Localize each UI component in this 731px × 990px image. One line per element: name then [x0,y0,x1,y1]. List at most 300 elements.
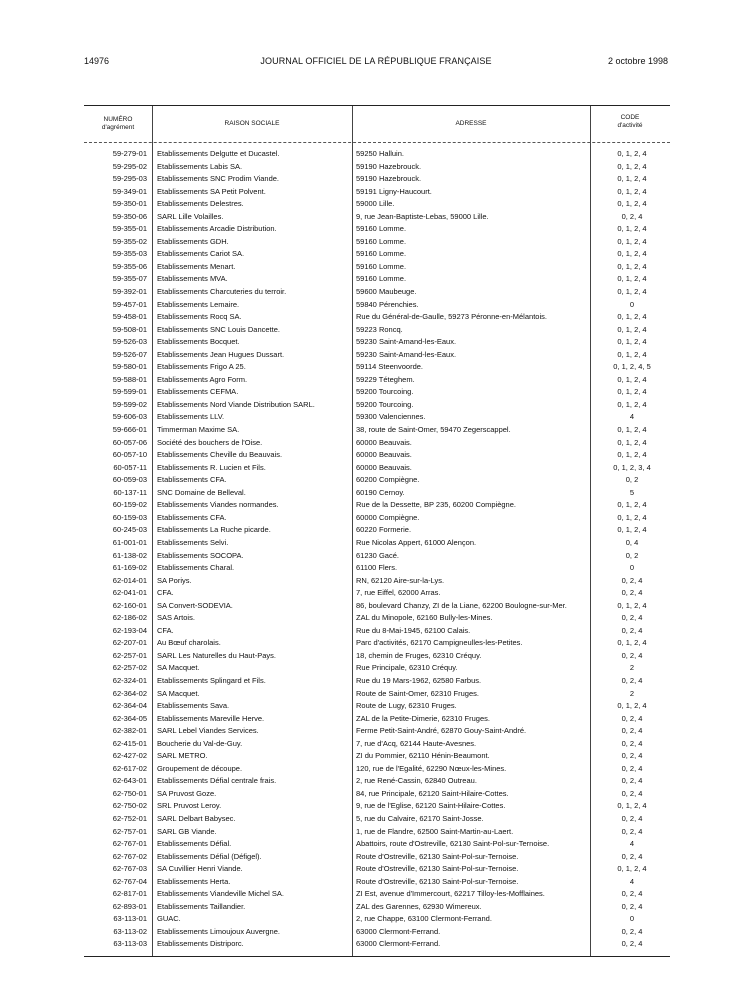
code-activite: 0, 1, 2, 4 [617,374,647,384]
code-activite: 0, 1, 2, 4 [617,249,647,259]
agrement-number: 62-014-01 [112,575,147,585]
agrement-number: 59-355-03 [112,249,147,259]
table-row [84,913,670,926]
code-activite: 0, 2, 4 [621,776,643,786]
table-row [84,888,670,901]
code-activite: 0, 1, 2, 4 [617,337,647,347]
adresse: 59600 Maubeuge. [356,287,417,297]
table-row [84,637,670,650]
adresse: Abattoirs, route d'Ostreville, 62130 Saint-Pol-sur-Ternoise. [356,839,550,849]
raison-sociale: Etablissements Lemaire. [157,299,240,309]
code-activite: 0, 1, 2, 4 [617,186,647,196]
raison-sociale: Etablissements Viandes normandes. [157,500,279,510]
raison-sociale: Boucherie du Val-de-Guy. [157,738,243,748]
table-row [84,688,670,701]
agrement-number: 63-113-03 [113,939,147,949]
code-activite: 0, 1, 2, 4 [617,149,647,158]
code-activite: 0, 1, 2, 4 [617,274,647,284]
raison-sociale: Etablissements Selvi. [157,537,229,547]
raison-sociale: SARL Delbart Babysec. [157,813,236,823]
table-row [84,625,670,638]
code-activite: 0, 2, 4 [621,926,643,936]
agrement-number: 62-257-02 [112,663,147,673]
agrement-number: 62-643-01 [112,776,147,786]
code-activite: 0, 2, 4 [621,751,643,761]
table-body [84,148,670,951]
adresse: 60220 Formerie. [356,525,412,535]
code-activite: 0, 1, 2, 4 [617,287,647,297]
adresse: 60200 Compiègne. [356,475,420,485]
raison-sociale: Etablissements Sava. [157,701,230,711]
adresse: Rue Nicolas Appert, 61000 Alençon. [356,537,477,547]
adresse: 59840 Pérenchies. [356,299,419,309]
agrement-number: 59-526-03 [112,337,147,347]
adresse: 61230 Gacé. [356,550,399,560]
adresse: ZAL du Minopole, 62160 Bully-les-Mines. [356,613,493,623]
agrement-number: 59-606-03 [112,412,147,422]
adresse: 59230 Saint-Amand-les-Eaux. [356,337,457,347]
raison-sociale: Etablissements GDH. [157,236,229,246]
table-row [84,499,670,512]
table-row [84,474,670,487]
agrement-number: 62-415-01 [112,738,147,748]
code-activite: 0, 2 [625,550,639,560]
adresse: Rue du 19 Mars-1962, 62580 Farbus. [356,675,482,685]
adresse: 59160 Lomme. [356,261,407,271]
raison-sociale: SA Cuvillier Henri Viande. [157,864,243,874]
adresse: 61100 Flers. [356,563,398,573]
code-activite: 0, 2, 4 [621,738,643,748]
code-activite: 0, 2, 4 [621,211,643,221]
code-activite: 0, 2, 4 [621,901,643,911]
adresse: Route d'Ostreville, 62130 Saint-Pol-sur-Ternoise. [356,851,519,861]
code-activite: 0, 2, 4 [621,763,643,773]
adresse: 59160 Lomme. [356,274,407,284]
table-row [84,324,670,337]
table-row [84,662,670,675]
code-activite: 0, 2, 4 [621,851,643,861]
raison-sociale: Etablissements Bocquet. [157,337,240,347]
agrement-number: 59-355-06 [112,261,147,271]
raison-sociale: Etablissements Défial. [157,839,232,849]
table-row [84,826,670,839]
table-row [84,299,670,312]
raison-sociale: SARL Les Naturelles du Haut-Pays. [157,650,276,660]
code-activite: 0, 1, 2, 4 [617,161,647,171]
agrement-number: 59-508-01 [112,324,147,334]
agrement-number: 62-767-03 [112,864,147,874]
code-activite: 0, 2, 4 [621,625,643,635]
code-activite: 0, 1, 2, 4 [617,312,647,322]
code-activite: 0, 1, 2, 4 [617,349,647,359]
adresse: ZAL de la Petite-Dimerie, 62310 Fruges. [356,713,490,723]
table-row [84,411,670,424]
agrement-number: 59-580-01 [112,362,147,372]
code-activite: 0, 1, 2, 4 [617,224,647,234]
raison-sociale: Etablissements Viandeville Michel SA. [157,889,285,899]
table-row [84,600,670,613]
agrement-number: 60-057-10 [112,450,147,460]
table-row [84,173,670,186]
code-activite: 2 [629,663,635,673]
table-row [84,750,670,763]
adresse: ZI Est, avenue d'Immercourt, 62217 Tilloy-les-Mofflaines. [356,889,545,899]
agrement-number: 62-382-01 [112,726,147,736]
code-activite: 0, 2, 4 [621,713,643,723]
adresse: 59000 Lille. [356,199,395,209]
table-row [84,725,670,738]
code-activite: 2 [629,688,635,698]
header-numero-line1: NUMÉRO [103,116,133,123]
raison-sociale: GUAC. [157,914,181,924]
raison-sociale: Etablissements Agro Form. [157,374,248,384]
header-code-line2: d'activité [617,122,643,129]
raison-sociale: SA Convert-SODEVIA. [157,600,233,610]
adresse: Rue du 8-Mai-1945, 62100 Calais. [356,625,471,635]
raison-sociale: SAS Artois. [157,613,195,623]
adresse: 84, rue Principale, 62120 Saint-Hilaire-Cottes. [356,788,509,798]
code-activite: 0, 2, 4 [621,939,643,949]
agrement-number: 59-350-01 [112,199,147,209]
agrement-number: 62-752-01 [112,813,147,823]
agrement-number: 59-279-01 [112,149,147,158]
agrement-number: 59-350-06 [112,211,147,221]
raison-sociale: Etablissements SNC Louis Dancette. [157,324,280,334]
adresse: 2, rue Chappe, 63100 Clermont-Ferrand. [356,914,492,924]
raison-sociale: Etablissements Taillandier. [157,901,246,911]
agrement-number: 59-588-01 [112,374,147,384]
adresse: Rue de la Dessette, BP 235, 60200 Compiègne. [356,500,516,510]
agrement-number: 59-599-01 [112,387,147,397]
code-activite: 0, 1, 2, 4 [617,512,647,522]
table-row [84,537,670,550]
agrement-number: 59-526-07 [112,349,147,359]
agrement-number: 60-057-11 [113,462,147,472]
code-activite: 0, 2, 4 [621,826,643,836]
code-activite: 0 [629,563,635,573]
header-numero-line2: d'agrément [101,124,135,131]
agrement-number: 59-349-01 [112,186,147,196]
code-activite: 0, 1, 2, 4 [617,701,647,711]
raison-sociale: Etablissements Menart. [157,261,236,271]
agrement-number: 61-169-02 [112,563,147,573]
adresse: 59200 Tourcoing. [356,387,414,397]
code-activite: 0, 1, 2, 4 [617,236,647,246]
code-activite: 4 [629,839,635,849]
adresse: 59300 Valenciennes. [356,412,426,422]
adresse: 38, route de Saint-Omer, 59470 Zegerscappel. [356,425,511,435]
agrement-number: 59-355-02 [112,236,147,246]
code-activite: 0, 1, 2, 4 [617,425,647,435]
adresse: 120, rue de l'Egalité, 62290 Nœux-les-Mines. [356,763,507,773]
table-row [84,198,670,211]
agrement-number: 62-767-01 [112,839,147,849]
header-adresse: ADRESSE [455,120,487,127]
table-row [84,713,670,726]
table-row [84,587,670,600]
raison-sociale: Etablissements SOCOPA. [157,550,244,560]
adresse: Route d'Ostreville, 62130 Saint-Pol-sur-Ternoise. [356,876,519,886]
agrement-number: 62-757-01 [112,826,147,836]
code-activite: 0, 1, 2, 4 [617,324,647,334]
agrement-number: 62-364-04 [112,701,147,711]
adresse: 5, rue du Calvaire, 62170 Saint-Josse. [356,813,484,823]
raison-sociale: Etablissements Mareville Herve. [157,713,265,723]
adresse: 59160 Lomme. [356,224,407,234]
raison-sociale: Etablissements Nord Viande Distribution SARL. [157,399,315,409]
table-row [84,248,670,261]
raison-sociale: SARL METRO. [157,751,208,761]
code-activite: 0, 1, 2, 4 [617,261,647,271]
adresse: Ferme Petit-Saint-André, 62870 Gouy-Saint-André. [356,726,527,736]
code-activite: 0, 2, 4 [621,788,643,798]
raison-sociale: Etablissements Limoujoux Auvergne. [157,926,280,936]
table-row [84,612,670,625]
agrement-number: 59-295-03 [112,174,147,184]
table-row [84,512,670,525]
page-header [84,56,668,70]
raison-sociale: Etablissements MVA. [157,274,228,284]
adresse: 1, rue de Flandre, 62500 Saint-Martin-au-Laert. [356,826,514,836]
code-activite: 5 [629,487,635,497]
table-row [84,261,670,274]
agrement-number: 62-750-02 [112,801,147,811]
agrement-number: 62-617-02 [112,763,147,773]
agrement-table [84,105,670,957]
raison-sociale: Au Bœuf charolais. [157,638,221,648]
table-row [84,148,670,161]
raison-sociale: Etablissements Défial (Défigel). [157,851,262,861]
header-numero [84,116,152,132]
table-row [84,863,670,876]
header-code-line1: CODE [620,114,640,121]
agrement-number: 59-599-02 [112,399,147,409]
table-row [84,700,670,713]
table-row [84,838,670,851]
adresse: 59230 Saint-Amand-les-Eaux. [356,349,457,359]
agrement-number: 59-295-02 [112,161,147,171]
agrement-number: 62-767-02 [112,851,147,861]
code-activite: 0, 1, 2, 4 [617,450,647,460]
code-activite: 0, 1, 2, 4 [617,801,647,811]
code-activite: 0, 1, 2, 4 [617,600,647,610]
agrement-number: 59-355-07 [112,274,147,284]
table-row [84,487,670,500]
table-row [84,813,670,826]
journal-title: JOURNAL OFFICIEL DE LA RÉPUBLIQUE FRANÇAISE [260,56,492,66]
code-activite: 0, 2, 4 [621,588,643,598]
table-row [84,211,670,224]
table-row [84,524,670,537]
raison-sociale: Etablissements Delgutte et Ducastel. [157,149,280,158]
agrement-number: 62-207-01 [112,638,147,648]
agrement-number: 60-057-06 [112,437,147,447]
raison-sociale: Groupement de découpe. [157,763,243,773]
raison-sociale: SA Macquet. [157,663,200,673]
table-row [84,851,670,864]
adresse: 9, rue de l'Eglise, 62120 Saint-Hilaire-Cottes. [356,801,506,811]
raison-sociale: SA Poriys. [157,575,192,585]
adresse: 63000 Clermont-Ferrand. [356,939,441,949]
adresse: 59191 Ligny-Haucourt. [356,186,432,196]
code-activite: 0 [629,299,635,309]
agrement-number: 59-457-01 [112,299,147,309]
table-row [84,926,670,939]
code-activite: 0, 2, 4 [621,889,643,899]
adresse: 60000 Beauvais. [356,462,412,472]
agrement-number: 60-137-11 [113,487,147,497]
adresse: 63000 Clermont-Ferrand. [356,926,441,936]
adresse: 59223 Roncq. [356,324,403,334]
agrement-number: 63-113-01 [113,914,147,924]
code-activite: 0, 1, 2, 4 [617,638,647,648]
table-row [84,349,670,362]
agrement-number: 59-355-01 [112,224,147,234]
raison-sociale: Etablissements Cheville du Beauvais. [157,450,283,460]
agrement-number: 62-324-01 [112,675,147,685]
raison-sociale: Etablissements Jean Hugues Dussart. [157,349,285,359]
table-row [84,449,670,462]
adresse: 18, chemin de Fruges, 62310 Créquy. [356,650,482,660]
raison-sociale: SARL Lebel Viandes Services. [157,726,259,736]
adresse: 86, boulevard Chanzy, ZI de la Liane, 62200 Boulogne-sur-Mer. [356,600,567,610]
table-row [84,550,670,563]
table-row [84,675,670,688]
table-row [84,374,670,387]
header-code [590,114,670,130]
agrement-number: 60-159-02 [112,500,147,510]
raison-sociale: Etablissements La Ruche picarde. [157,525,271,535]
code-activite: 0, 2 [625,475,639,485]
agrement-number: 62-041-01 [112,588,147,598]
code-activite: 0, 1, 2, 4 [617,174,647,184]
code-activite: 0, 2, 4 [621,613,643,623]
table-row [84,161,670,174]
raison-sociale: SA Pruvost Goze. [157,788,217,798]
agrement-number: 60-059-03 [112,475,147,485]
adresse: 60000 Beauvais. [356,437,412,447]
raison-sociale: Etablissements Charcuteries du terroir. [157,287,287,297]
code-activite: 0, 1, 2, 4 [617,199,647,209]
table-row [84,361,670,374]
agrement-number: 60-245-03 [112,525,147,535]
agrement-number: 62-750-01 [112,788,147,798]
adresse: Route de Saint-Omer, 62310 Fruges. [356,688,479,698]
code-activite: 0, 1, 2, 4 [617,399,647,409]
table-row [84,286,670,299]
adresse: Rue du Général-de-Gaulle, 59273 Péronne-en-Mélantois. [356,312,547,322]
table-row [84,650,670,663]
table-row [84,311,670,324]
agrement-number: 62-257-01 [112,650,147,660]
table-row [84,462,670,475]
adresse: 60190 Cernoy. [356,487,405,497]
code-activite: 0, 2, 4 [621,675,643,685]
table-row [84,800,670,813]
raison-sociale: Etablissements Splingard et Fils. [157,675,266,685]
table-row [84,901,670,914]
code-activite: 0, 1, 2, 3, 4 [613,462,651,472]
table-row [84,738,670,751]
code-activite: 0, 1, 2, 4 [617,387,647,397]
page-number: 14976 [84,56,110,66]
raison-sociale: Etablissements CFA. [157,512,227,522]
table-row [84,236,670,249]
agrement-number: 62-893-01 [112,901,147,911]
raison-sociale: Etablissements Herta. [157,876,231,886]
adresse: 9, rue Jean-Baptiste-Lebas, 59000 Lille. [356,211,489,221]
table-row [84,763,670,776]
raison-sociale: SRL Pruvost Leroy. [157,801,222,811]
code-activite: 0, 4 [625,537,639,547]
adresse: 7, rue Eiffel, 62000 Arras. [356,588,441,598]
agrement-number: 62-817-01 [112,889,147,899]
adresse: 59114 Steenvoorde. [356,362,423,372]
table-row [84,336,670,349]
table-row [84,186,670,199]
header-rule [84,142,670,143]
code-activite: 0, 1, 2, 4 [617,437,647,447]
agrement-number: 62-427-02 [112,751,147,761]
adresse: Parc d'activités, 62170 Campigneulles-les-Petites. [356,638,523,648]
agrement-number: 62-193-04 [112,625,147,635]
table-row [84,424,670,437]
adresse: 59250 Halluin. [356,149,404,158]
raison-sociale: Etablissements Cariot SA. [157,249,245,259]
agrement-number: 62-767-04 [112,876,147,886]
raison-sociale: Etablissements Arcadie Distribution. [157,224,277,234]
code-activite: 0, 2, 4 [621,575,643,585]
raison-sociale: Etablissements CFA. [157,475,227,485]
adresse: Route d'Ostreville, 62130 Saint-Pol-sur-Ternoise. [356,864,519,874]
code-activite: 0, 2, 4 [621,813,643,823]
table-row [84,399,670,412]
code-activite: 0, 1, 2, 4 [617,500,647,510]
agrement-number: 61-138-02 [112,550,147,560]
raison-sociale: Etablissements R. Lucien et Fils. [157,462,266,472]
raison-sociale: Etablissements Charal. [157,563,235,573]
raison-sociale: Etablissements Frigo A 25. [157,362,246,372]
table-row [84,223,670,236]
adresse: 59160 Lomme. [356,249,407,259]
agrement-number: 62-160-01 [112,600,147,610]
raison-sociale: CFA. [157,588,174,598]
agrement-number: 62-186-02 [112,613,147,623]
agrement-number: 59-392-01 [112,287,147,297]
adresse: 59190 Hazebrouck. [356,174,422,184]
table-row [84,575,670,588]
code-activite: 0, 1, 2, 4, 5 [613,362,651,372]
raison-sociale: Etablissements Défial centrale frais. [157,776,277,786]
adresse: ZI du Pommier, 62110 Hénin-Beaumont. [356,751,490,761]
raison-sociale: Etablissements Delestres. [157,199,244,209]
adresse: ZAL des Garennes, 62930 Wimereux. [356,901,482,911]
raison-sociale: Etablissements CEFMA. [157,387,239,397]
adresse: 59229 Téteghem. [356,374,415,384]
publication-date: 2 octobre 1998 [607,56,668,66]
adresse: Route de Lugy, 62310 Fruges. [356,701,457,711]
adresse: 59190 Hazebrouck. [356,161,422,171]
raison-sociale: Etablissements LLV. [157,412,225,422]
agrement-number: 59-666-01 [112,425,147,435]
agrement-number: 63-113-02 [113,926,147,936]
code-activite: 4 [629,876,635,886]
raison-sociale: SNC Domaine de Belleval. [157,487,246,497]
table-row [84,788,670,801]
raison-sociale: SA Macquet. [157,688,200,698]
code-activite: 0, 2, 4 [621,726,643,736]
raison-sociale: Etablissements Labis SA. [157,161,243,171]
